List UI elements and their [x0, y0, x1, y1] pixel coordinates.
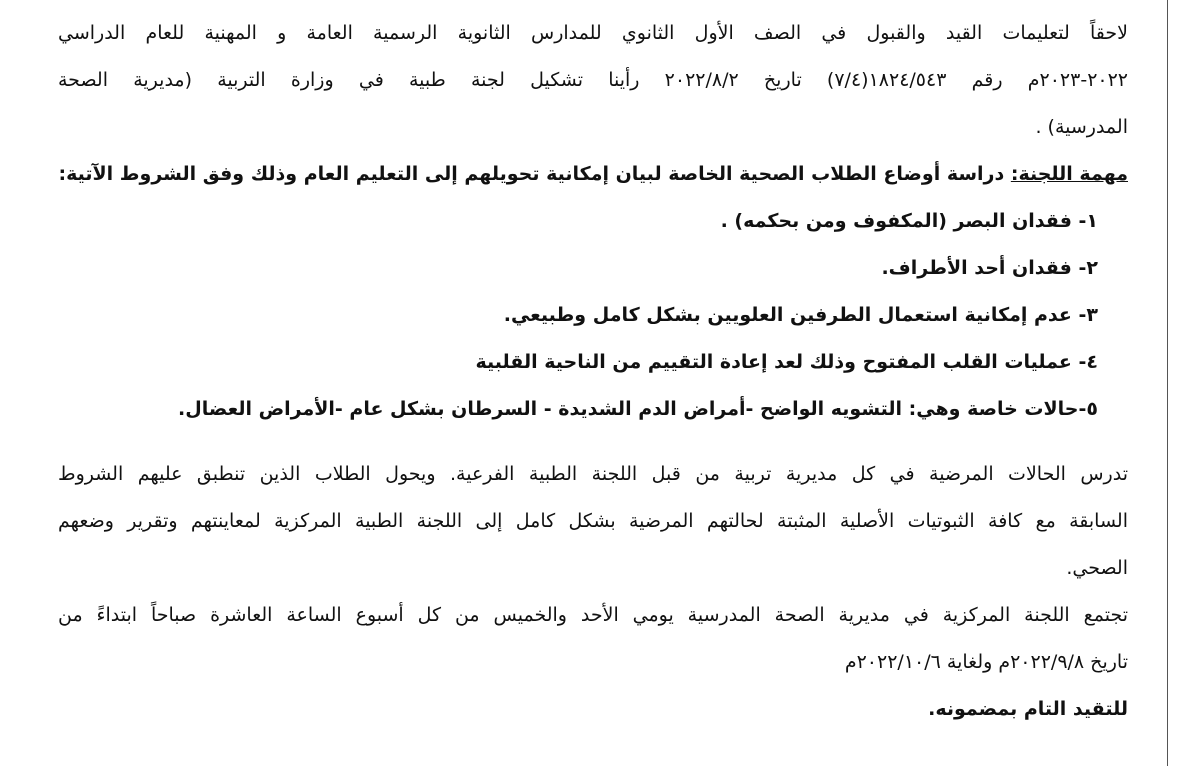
intro-line-2: ٢٠٢٢-٢٠٢٣م رقم ١٨٢٤/٥٤٣(٧/٤) تاريخ ٢٠٢٢/٨/٢ رأينا تشكيل لجنة طبية في وزارة التربية (مديرية الصحة: [58, 69, 1128, 91]
condition-item: ٣- عدم إمكانية استعمال الطرفين العلويين بشكل كامل وطبيعي.: [503, 304, 1098, 326]
mission-text: دراسة أوضاع الطلاب الصحية الخاصة لبيان إمكانية تحويلهم إلى التعليم العام وذلك وفق الشروط الآتية:: [58, 163, 1011, 185]
paragraph3-line-1: تجتمع اللجنة المركزية في مديرية الصحة المدرسية يومي الأحد والخميس من كل أسبوع الساعة العاشرة صباحاً ابتداءً من: [58, 604, 1128, 626]
condition-item: ٤- عمليات القلب المفتوح وذلك لعد إعادة التقييم من الناحية القلبية: [475, 351, 1098, 373]
intro-line-3: المدرسية) .: [1035, 116, 1128, 138]
condition-item: ٢- فقدان أحد الأطراف.: [881, 257, 1098, 279]
condition-item: ٥-حالات خاصة وهي: التشويه الواضح -أمراض الدم الشديدة - السرطان بشكل عام -الأمراض العضال.: [178, 398, 1098, 420]
closing-line: للتقيد التام بمضمونه.: [928, 698, 1128, 720]
paragraph2-line-3: الصحي.: [1066, 557, 1128, 579]
paragraph2-line-2: السابقة مع كافة الثبوتيات الأصلية المثبتة لحالتهم المرضية بشكل كامل إلى اللجنة الطبية المركزية لمعاينتهم وتقرير وضعهم: [58, 510, 1128, 532]
paragraph3-line-2: تاريخ ٢٠٢٢/٩/٨م ولغاية ٢٠٢٢/١٠/٦م: [844, 651, 1128, 673]
committee-mission: [58, 151, 1128, 198]
mission-label: مهمة اللجنة:: [1010, 163, 1128, 185]
intro-line-1: لاحقاً لتعليمات القيد والقبول في الصف الأول الثانوي للمدارس الثانوية الرسمية العامة و المهنية للعام الدراسي: [58, 22, 1128, 44]
condition-item: ١- فقدان البصر (المكفوف ومن بحكمه) .: [720, 210, 1098, 232]
page-border-line: [1167, 0, 1168, 766]
spacer: [58, 433, 1128, 451]
paragraph2-line-1: تدرس الحالات المرضية في كل مديرية تربية من قبل اللجنة الطبية الفرعية. ويحول الطلاب الذين تنطبق عليهم الشروط: [58, 463, 1128, 485]
document-body: [58, 10, 1128, 733]
